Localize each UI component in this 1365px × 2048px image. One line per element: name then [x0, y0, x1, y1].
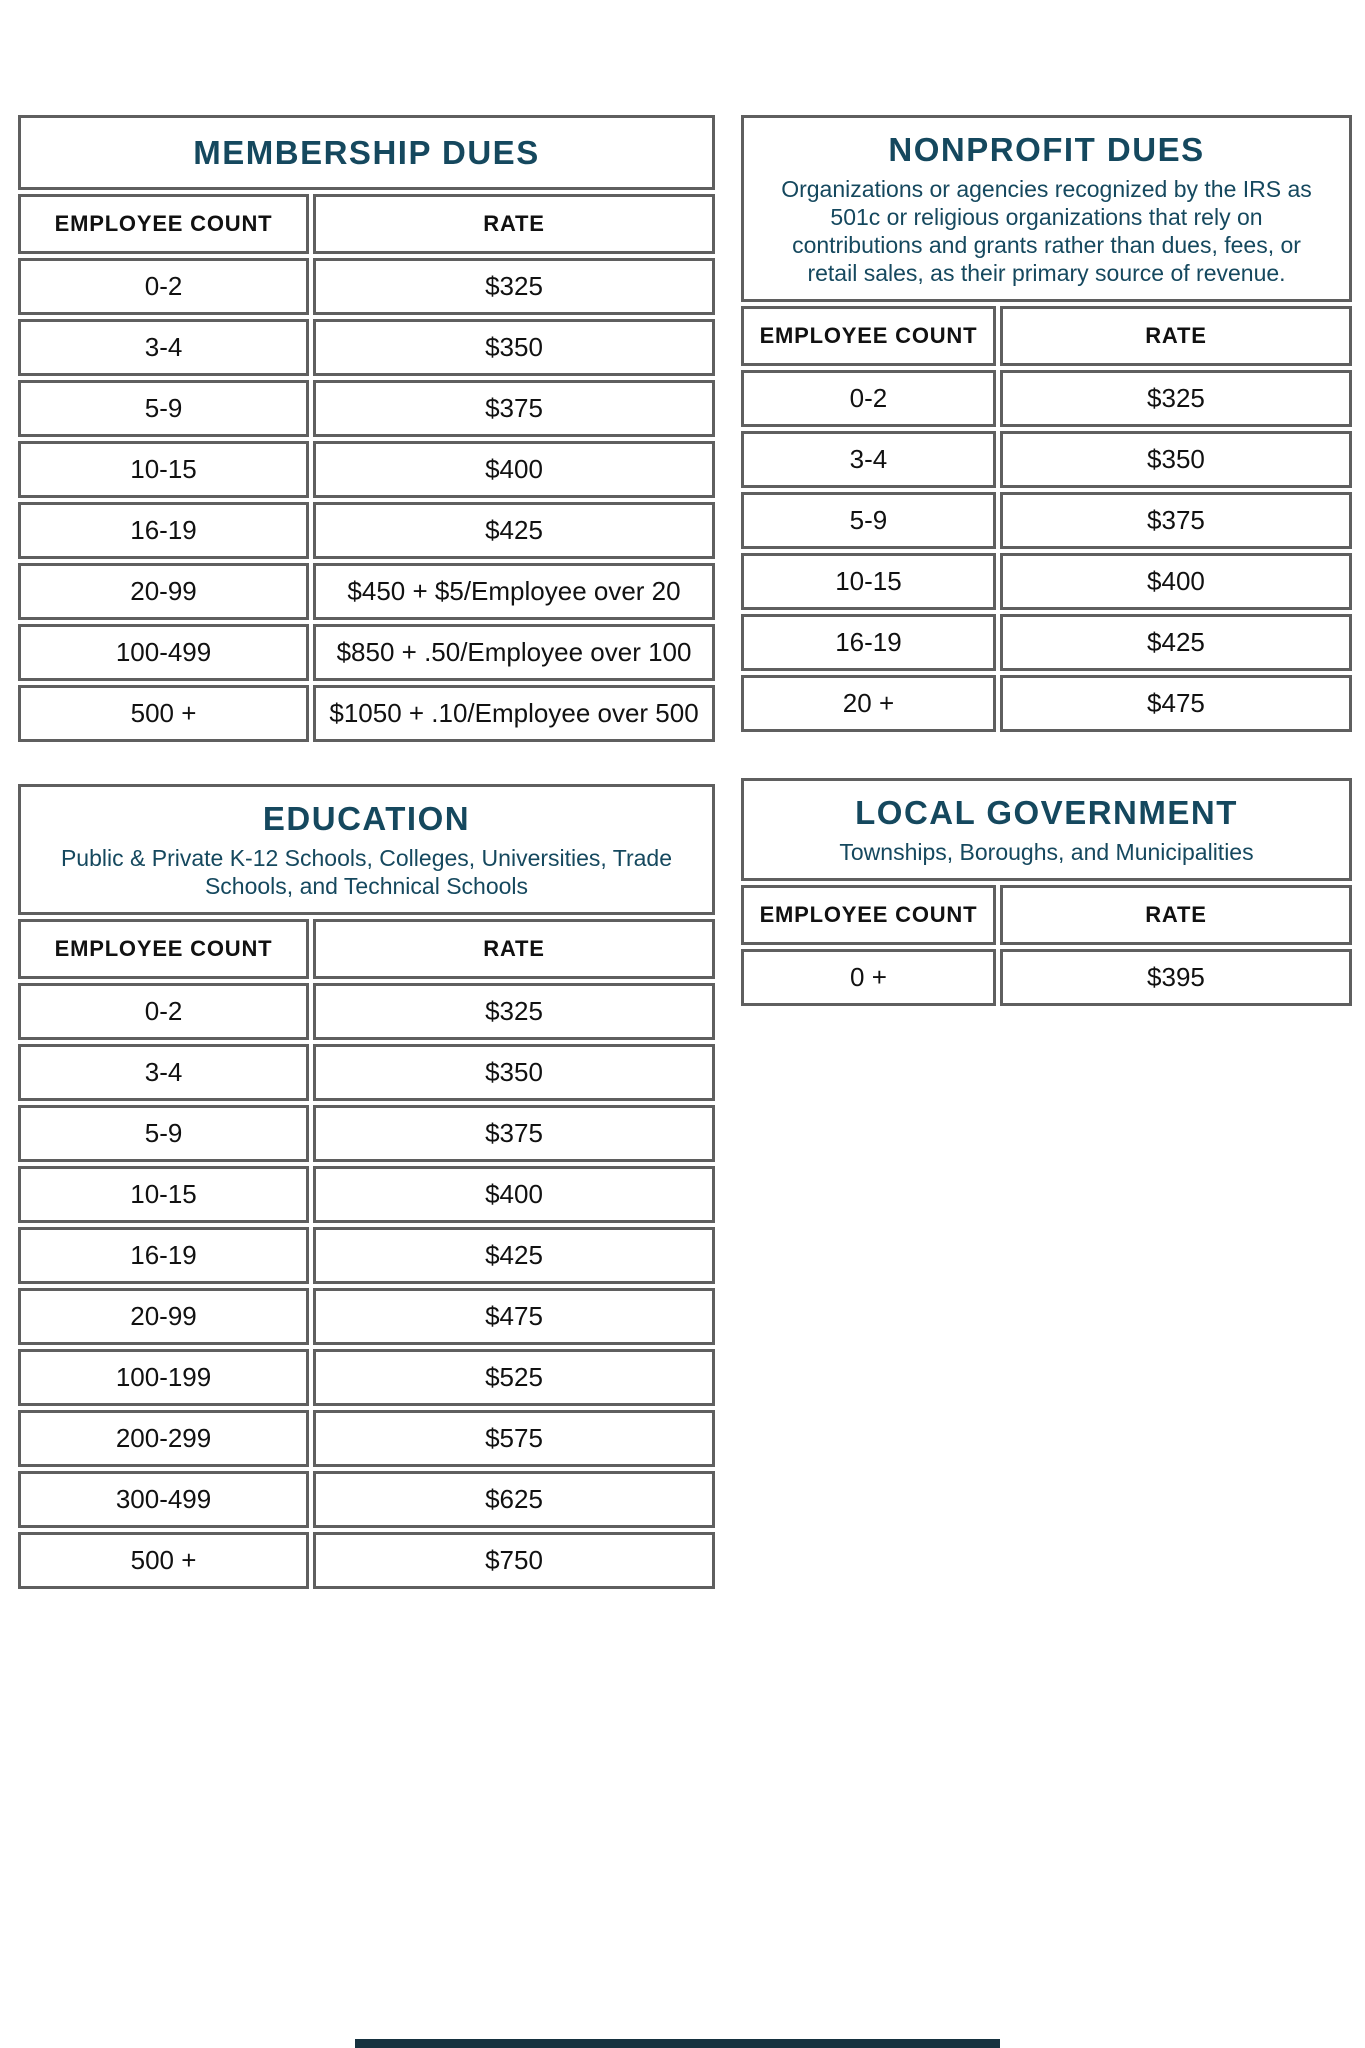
rate-cell: $325 [313, 983, 715, 1040]
rate-cell: $625 [313, 1471, 715, 1528]
rate-cell: $450 + $5/Employee over 20 [313, 563, 715, 620]
rate-cell: $850 + .50/Employee over 100 [313, 624, 715, 681]
employee-count-cell: 0-2 [18, 983, 309, 1040]
employee-count-cell: 300-499 [18, 1471, 309, 1528]
nonprofit-dues-description: Organizations or agencies recognized by the IRS as 501c or religious organizations that rely on contributions and grants rather than dues, fees, or retail sales, as their primary source of revenue. [781, 175, 1312, 286]
header-row [741, 885, 1352, 945]
rate-column-header: RATE [313, 919, 715, 979]
table-row [18, 1288, 715, 1345]
table-row [18, 624, 715, 681]
employee-count-cell: 5-9 [741, 492, 996, 549]
rate-cell: $400 [1000, 553, 1352, 610]
rate-cell: $525 [313, 1349, 715, 1406]
table-row [18, 1410, 715, 1467]
education-title: EDUCATION [262, 800, 471, 837]
membership-dues-grid [14, 190, 719, 746]
table-row [18, 685, 715, 742]
employee-count-column-header: EMPLOYEE COUNT [18, 919, 309, 979]
table-row [18, 441, 715, 498]
employee-count-cell: 0-2 [741, 370, 996, 427]
employee-count-cell: 0-2 [18, 258, 309, 315]
employee-count-column-header: EMPLOYEE COUNT [741, 885, 996, 945]
table-row [18, 502, 715, 559]
rate-cell: $395 [1000, 949, 1352, 1006]
rate-cell: $350 [313, 319, 715, 376]
rate-cell: $400 [313, 441, 715, 498]
rate-cell: $475 [1000, 675, 1352, 732]
rate-cell: $425 [313, 502, 715, 559]
table-row [18, 1166, 715, 1223]
employee-count-cell: 16-19 [741, 614, 996, 671]
rate-cell: $400 [313, 1166, 715, 1223]
education-dues-table [18, 784, 715, 1593]
rate-cell: $350 [313, 1044, 715, 1101]
employee-count-cell: 500 + [18, 685, 309, 742]
table-row [18, 563, 715, 620]
employee-count-column-header: EMPLOYEE COUNT [18, 194, 309, 254]
employee-count-cell: 16-19 [18, 502, 309, 559]
nonprofit-dues-header [741, 115, 1352, 302]
employee-count-cell: 16-19 [18, 1227, 309, 1284]
employee-count-cell: 5-9 [18, 1105, 309, 1162]
local-government-header [741, 778, 1352, 881]
rate-cell: $1050 + .10/Employee over 500 [313, 685, 715, 742]
education-header [18, 784, 715, 915]
employee-count-column-header: EMPLOYEE COUNT [741, 306, 996, 366]
header-row [18, 194, 715, 254]
table-row [18, 1227, 715, 1284]
nonprofit-dues-grid [737, 302, 1356, 736]
rate-cell: $325 [313, 258, 715, 315]
local-government-description: Townships, Boroughs, and Municipalities [839, 838, 1254, 865]
education-grid [14, 915, 719, 1593]
table-row [18, 1044, 715, 1101]
header-row [741, 306, 1352, 366]
table-row [18, 1105, 715, 1162]
footer-bar [355, 2039, 1000, 2048]
local-government-grid [737, 881, 1356, 1010]
membership-dues-table [18, 115, 715, 746]
table-row [741, 431, 1352, 488]
education-description: Public & Private K-12 Schools, Colleges, Universities, Trade Schools, and Technical Schools [60, 844, 673, 899]
employee-count-cell: 10-15 [18, 1166, 309, 1223]
rate-cell: $325 [1000, 370, 1352, 427]
employee-count-cell: 3-4 [18, 319, 309, 376]
employee-count-cell: 20 + [741, 675, 996, 732]
employee-count-cell: 20-99 [18, 563, 309, 620]
table-row [18, 258, 715, 315]
rate-cell: $750 [313, 1532, 715, 1589]
rate-column-header: RATE [1000, 885, 1352, 945]
table-row [18, 1471, 715, 1528]
table-row [18, 380, 715, 437]
table-row [18, 1532, 715, 1589]
nonprofit-dues-title: NONPROFIT DUES [888, 131, 1205, 168]
table-row [18, 319, 715, 376]
rate-cell: $375 [313, 1105, 715, 1162]
employee-count-cell: 100-499 [18, 624, 309, 681]
rate-cell: $425 [313, 1227, 715, 1284]
employee-count-cell: 20-99 [18, 1288, 309, 1345]
rate-cell: $575 [313, 1410, 715, 1467]
membership-dues-title: MEMBERSHIP DUES [193, 133, 540, 171]
table-row [741, 492, 1352, 549]
table-row [18, 983, 715, 1040]
table-row [741, 675, 1352, 732]
table-row [741, 370, 1352, 427]
membership-dues-header [18, 115, 715, 190]
rate-cell: $375 [1000, 492, 1352, 549]
employee-count-cell: 10-15 [741, 553, 996, 610]
employee-count-cell: 3-4 [741, 431, 996, 488]
local-government-table [741, 778, 1352, 1010]
local-government-title: LOCAL GOVERNMENT [855, 794, 1238, 831]
employee-count-cell: 500 + [18, 1532, 309, 1589]
table-row [18, 1349, 715, 1406]
rate-cell: $425 [1000, 614, 1352, 671]
table-row [741, 553, 1352, 610]
table-row [741, 614, 1352, 671]
rate-column-header: RATE [313, 194, 715, 254]
employee-count-cell: 200-299 [18, 1410, 309, 1467]
rate-cell: $375 [313, 380, 715, 437]
rate-column-header: RATE [1000, 306, 1352, 366]
employee-count-cell: 10-15 [18, 441, 309, 498]
header-row [18, 919, 715, 979]
nonprofit-dues-table [741, 115, 1352, 736]
employee-count-cell: 0 + [741, 949, 996, 1006]
rate-cell: $475 [313, 1288, 715, 1345]
employee-count-cell: 100-199 [18, 1349, 309, 1406]
rate-cell: $350 [1000, 431, 1352, 488]
table-row [741, 949, 1352, 1006]
employee-count-cell: 5-9 [18, 380, 309, 437]
employee-count-cell: 3-4 [18, 1044, 309, 1101]
